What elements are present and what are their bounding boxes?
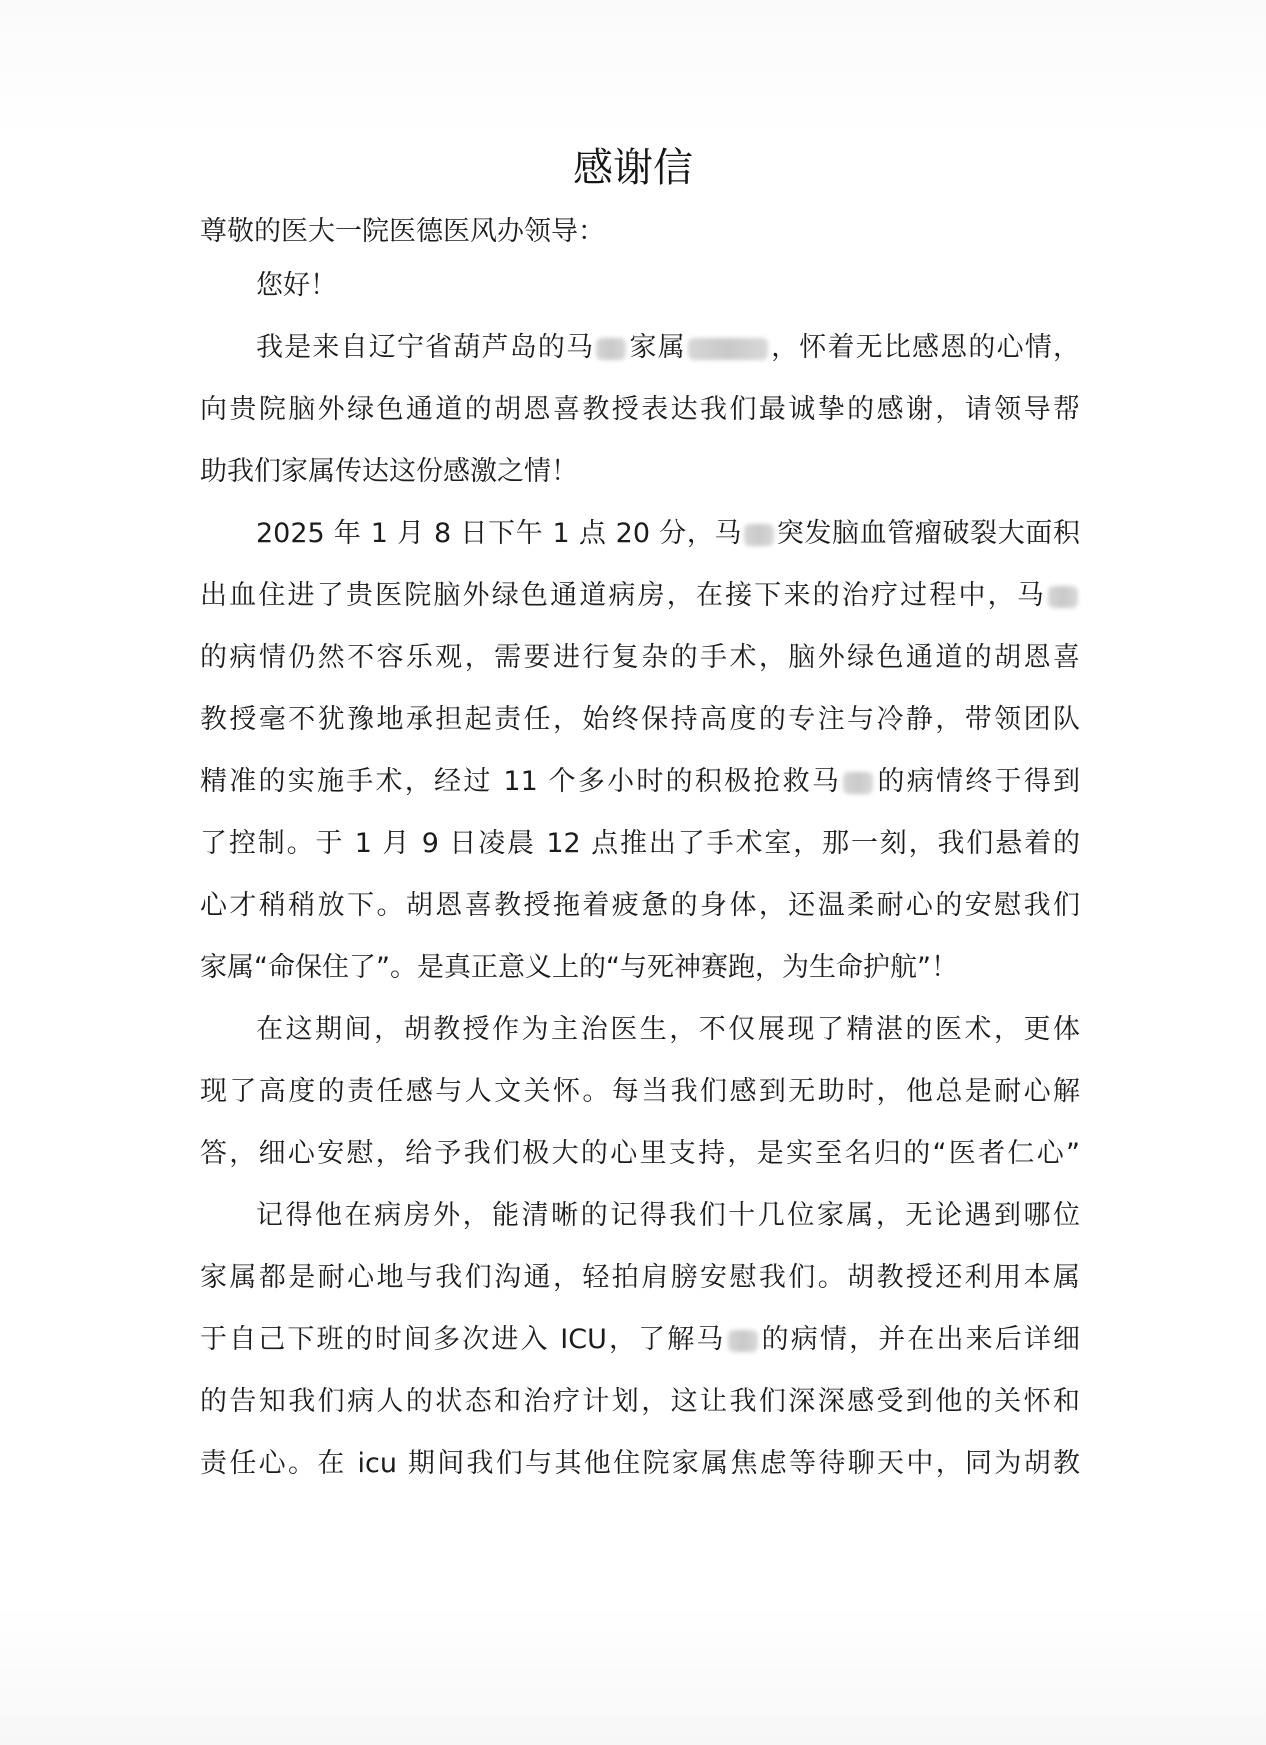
greeting: 您好！ bbox=[256, 270, 337, 301]
redacted-name bbox=[744, 524, 774, 546]
paragraph-4-line: 责任心。在 icu 期间我们与其他住院家属焦虑等待聊天中，同为胡教 bbox=[200, 1448, 1080, 1479]
redacted-name bbox=[843, 772, 873, 794]
paragraph-4-line: 家属都是耐心地与我们沟通，轻拍肩膀安慰我们。胡教授还利用本属 bbox=[200, 1262, 1080, 1293]
redacted-name bbox=[688, 338, 768, 360]
paragraph-2-line: 的病情仍然不容乐观，需要进行复杂的手术，脑外绿色通道的胡恩喜 bbox=[200, 642, 1080, 673]
paragraph-2-line: 家属“命保住了”。是真正意义上的“与死神赛跑，为生命护航”！ bbox=[200, 952, 958, 983]
paragraph-3-line: 在这期间，胡教授作为主治医生，不仅展现了精湛的医术，更体 bbox=[256, 1014, 1080, 1045]
paragraph-1-line: 向贵院脑外绿色通道的胡恩喜教授表达我们最诚挚的感谢，请领导帮 bbox=[200, 394, 1080, 425]
salutation: 尊敬的医大一院医德医风办领导： bbox=[200, 216, 605, 247]
paragraph-2-line: 了控制。于 1 月 9 日凌晨 12 点推出了手术室，那一刻，我们悬着的 bbox=[200, 828, 1080, 859]
paragraph-3-line: 现了高度的责任感与人文关怀。每当我们感到无助时，他总是耐心解 bbox=[200, 1076, 1080, 1107]
paragraph-2-line: 教授毫不犹豫地承担起责任，始终保持高度的专注与冷静，带领团队 bbox=[200, 704, 1080, 735]
redacted-name bbox=[596, 338, 626, 360]
paragraph-3-line: 答，细心安慰，给予我们极大的心里支持，是实至名归的“医者仁心” bbox=[200, 1138, 1080, 1169]
paragraph-2-line: 2025 年 1 月 8 日下午 1 点 20 分，马 突发脑血管瘤破裂大面积 bbox=[256, 518, 1080, 549]
paragraph-1-line: 我是来自辽宁省葫芦岛的马 家属 ，怀着无比感恩的心情， bbox=[256, 332, 1081, 363]
paragraph-1-line: 助我们家属传达这份感激之情！ bbox=[200, 456, 578, 487]
paragraph-2-line: 精准的实施手术，经过 11 个多小时的积极抢救马 的病情终于得到 bbox=[200, 766, 1080, 797]
paragraph-2-line: 出血住进了贵医院脑外绿色通道病房，在接下来的治疗过程中，马 bbox=[200, 576, 1080, 616]
paragraph-2-line: 心才稍稍放下。胡恩喜教授拖着疲惫的身体，还温柔耐心的安慰我们 bbox=[200, 890, 1080, 921]
paragraph-4-line: 于自己下班的时间多次进入 ICU，了解马 的病情，并在出来后详细 bbox=[200, 1324, 1080, 1355]
redacted-name bbox=[728, 1330, 758, 1352]
letter-body bbox=[200, 266, 1080, 1506]
redacted-name bbox=[1048, 586, 1078, 608]
paragraph-4-line: 的告知我们病人的状态和治疗计划，这让我们深深感受到他的关怀和 bbox=[200, 1386, 1080, 1417]
letter-title: 感谢信 bbox=[573, 145, 693, 191]
paragraph-4-line: 记得他在病房外，能清晰的记得我们十几位家属，无论遇到哪位 bbox=[256, 1200, 1080, 1231]
